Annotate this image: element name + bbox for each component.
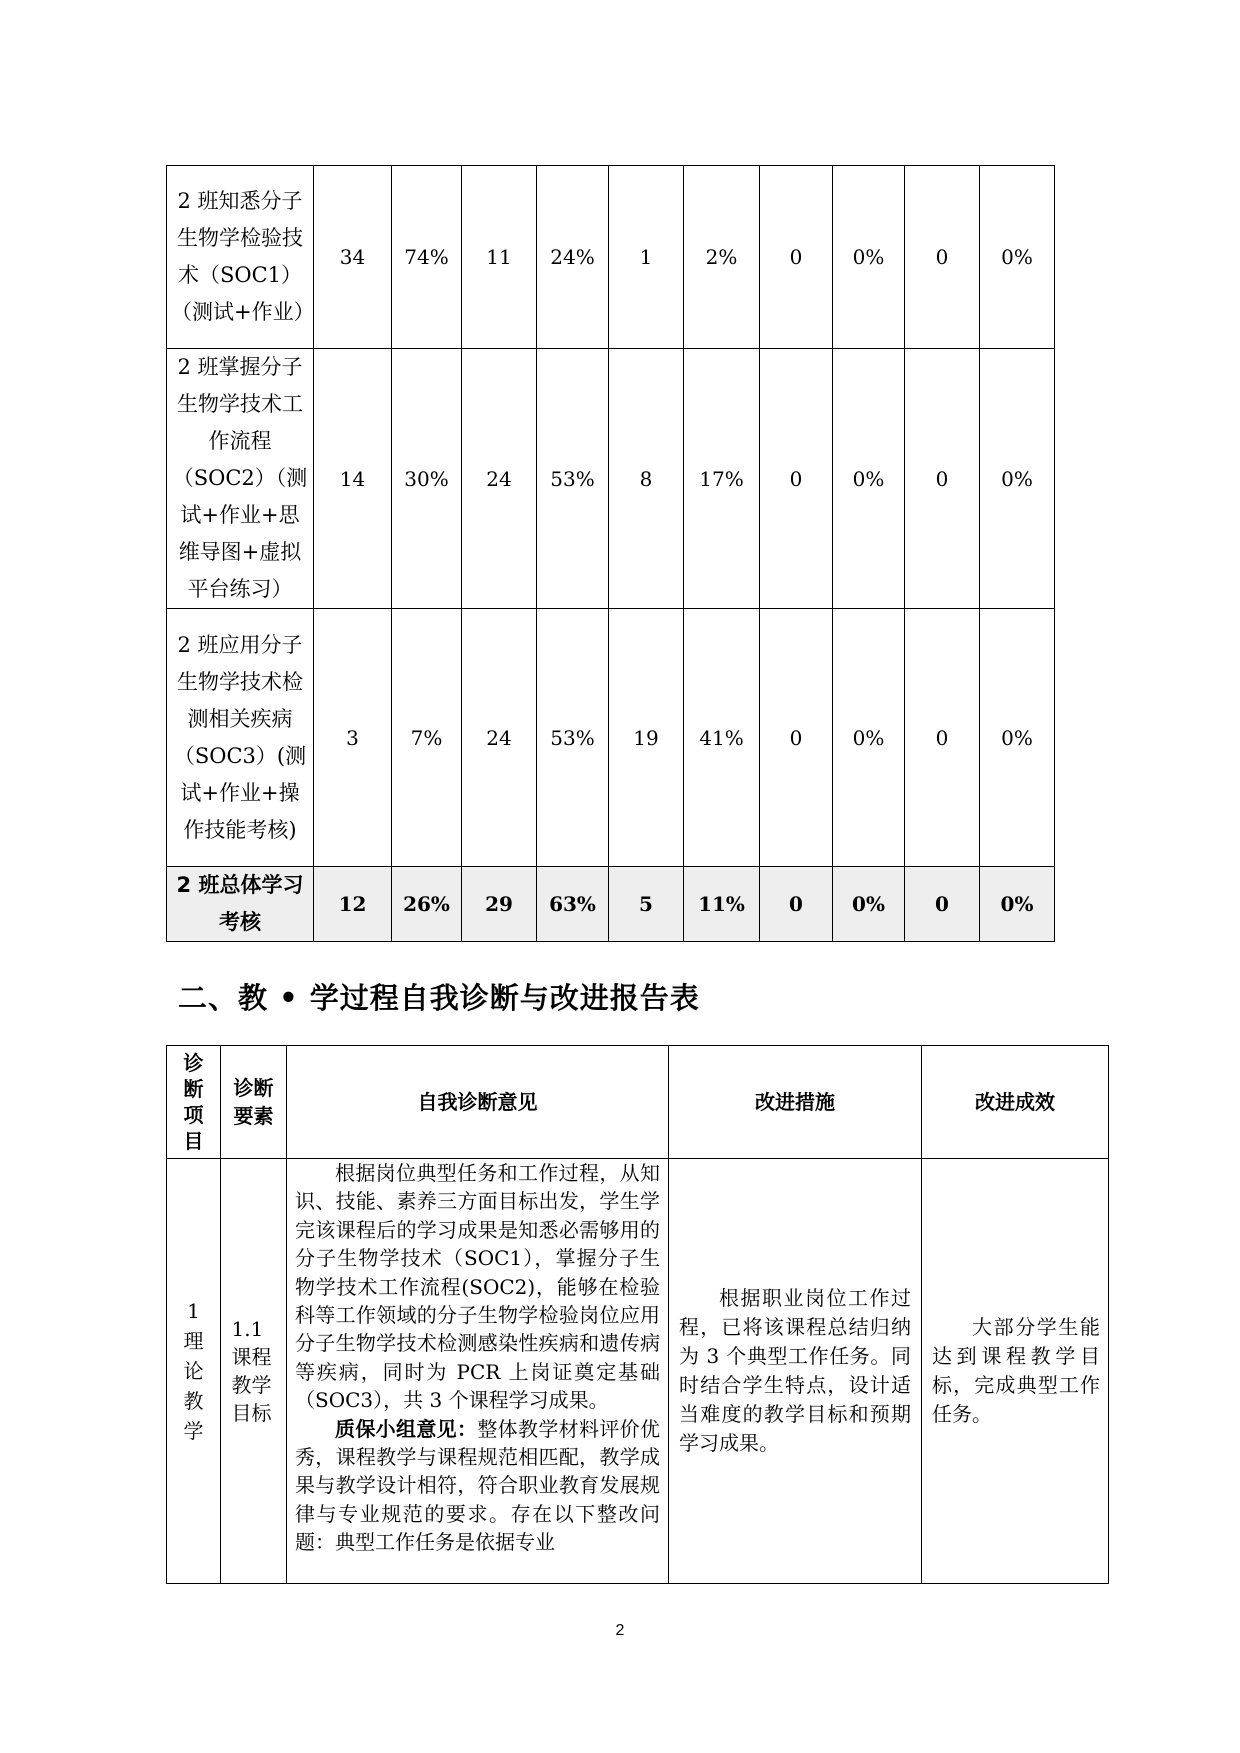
score-cell: 30%: [392, 349, 462, 609]
cell-project: 1 理论教学: [167, 1159, 221, 1584]
score-cell: 5: [609, 867, 684, 942]
row-label: 2 班总体学习考核: [167, 867, 314, 942]
score-cell: 12: [314, 867, 392, 942]
section-heading: 二、教 • 学过程自我诊断与改进报告表: [178, 981, 700, 1015]
score-cell: 41%: [684, 609, 760, 867]
opinion-paragraph-2: 质保小组意见：整体教学材料评价优秀，课程教学与课程规范相匹配，教学成果与教学设计相符，符合职业教育发展规律与专业规范的要求。存在以下整改问题：典型工作任务是依据专业: [295, 1416, 661, 1555]
score-cell: 8: [609, 349, 684, 609]
score-cell: 14: [314, 349, 392, 609]
score-cell: 11: [462, 166, 537, 349]
score-cell: 3: [314, 609, 392, 867]
score-cell: 0: [760, 166, 833, 349]
score-cell: 63%: [537, 867, 609, 942]
row-label: 2 班知悉分子生物学检验技术（SOC1）（测试+作业）: [167, 166, 314, 349]
score-row: [167, 867, 1055, 942]
score-cell: 7%: [392, 609, 462, 867]
header-opinion: 自我诊断意见: [287, 1046, 669, 1159]
opinion-lead: 质保小组意见：: [335, 1416, 478, 1441]
score-cell: 0%: [833, 166, 905, 349]
score-row: [167, 166, 1055, 349]
score-cell: 0%: [833, 609, 905, 867]
cell-measures: 根据职业岗位工作过程，已将该课程总结归纳为 3 个典型工作任务。同时结合学生特点，设计适当难度的教学目标和预期学习成果。: [669, 1159, 922, 1584]
score-cell: 0%: [833, 867, 905, 942]
score-cell: 34: [314, 166, 392, 349]
score-cell: 2%: [684, 166, 760, 349]
score-cell: 53%: [537, 349, 609, 609]
score-cell: 0: [905, 609, 980, 867]
score-distribution-table: [166, 165, 1055, 942]
score-cell: 0%: [980, 166, 1055, 349]
score-cell: 24: [462, 349, 537, 609]
score-cell: 0%: [980, 867, 1055, 942]
row-label: 2 班掌握分子生物学技术工作流程（SOC2）（测试+作业+思维导图+虚拟平台练习）: [167, 349, 314, 609]
score-cell: 0%: [980, 609, 1055, 867]
score-cell: 19: [609, 609, 684, 867]
score-cell: 26%: [392, 867, 462, 942]
score-cell: 0%: [833, 349, 905, 609]
score-cell: 11%: [684, 867, 760, 942]
score-cell: 0%: [980, 349, 1055, 609]
header-effect: 改进成效: [922, 1046, 1109, 1159]
score-cell: 17%: [684, 349, 760, 609]
diagnosis-table: [166, 1045, 1109, 1584]
opinion-paragraph-1: 根据岗位典型任务和工作过程，从知识、技能、素养三方面目标出发，学生学完该课程后的学习成果是知悉必需够用的分子生物学技术（SOC1），掌握分子生物学技术工作流程(SOC2)，能够在检验科等工作领域的分子生物学检验岗位应用分子生物学技术检测感染性疾病和遗传病等疾病，同时为 PCR 上岗证奠定基础（SOC3），共 3 个课程学习成果。: [295, 1161, 660, 1413]
page-number: 2: [615, 1622, 625, 1639]
score-row: [167, 609, 1055, 867]
score-cell: 53%: [537, 609, 609, 867]
row-label: 2 班应用分子生物学技术检测相关疾病（SOC3）(测试+作业+操作技能考核): [167, 609, 314, 867]
score-cell: 1: [609, 166, 684, 349]
score-cell: 0: [905, 349, 980, 609]
score-cell: 0: [905, 166, 980, 349]
score-cell: 24: [462, 609, 537, 867]
score-cell: 29: [462, 867, 537, 942]
score-cell: 74%: [392, 166, 462, 349]
cell-element: 1.1 课程教学目标: [221, 1159, 287, 1584]
score-row: [167, 349, 1055, 609]
cell-effect: 大部分学生能达到课程教学目标，完成典型工作任务。: [922, 1159, 1109, 1584]
score-cell: 0: [905, 867, 980, 942]
score-cell: 0: [760, 867, 833, 942]
score-cell: 24%: [537, 166, 609, 349]
header-project: 诊断项目: [167, 1046, 221, 1159]
header-element: 诊断要素: [221, 1046, 287, 1159]
cell-opinion: [287, 1159, 669, 1584]
header-measures: 改进措施: [669, 1046, 922, 1159]
score-cell: 0: [760, 349, 833, 609]
score-cell: 0: [760, 609, 833, 867]
